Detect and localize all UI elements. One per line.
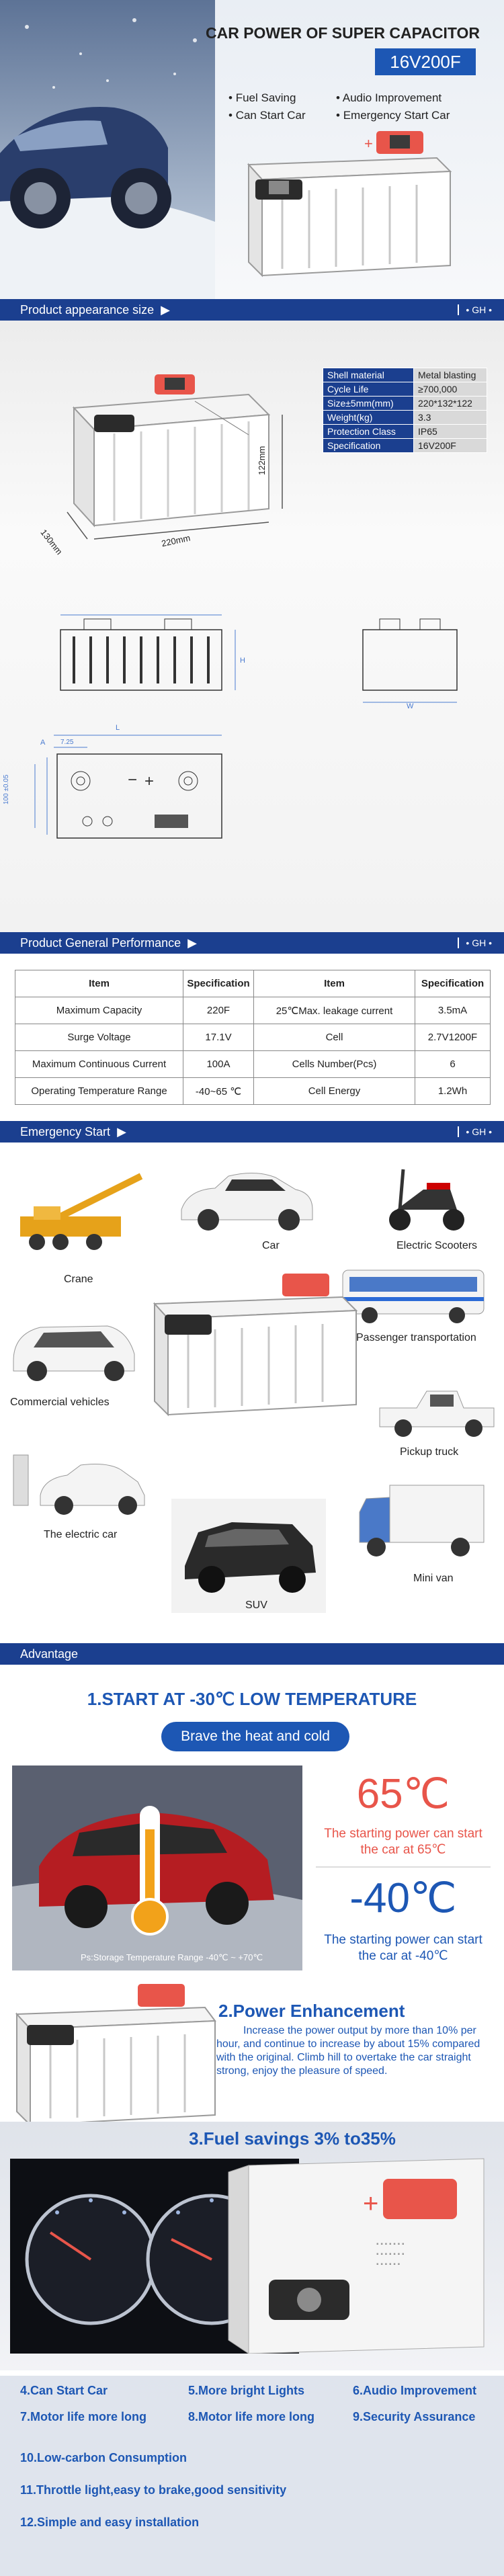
drawing-label-w: W	[407, 702, 414, 710]
advantage-2-title: 2.Power Enhancement	[218, 2001, 405, 2021]
section-title: Advantage	[20, 1647, 79, 1661]
feature-item: • Audio Improvement	[336, 91, 442, 104]
top-view-drawing	[27, 727, 242, 841]
crane-image	[7, 1169, 155, 1257]
spec-label: Weight(kg)	[323, 411, 414, 425]
feature-grid	[20, 2384, 497, 2424]
table-cell: 3.5mA	[415, 997, 491, 1024]
dim-height-label: 122mm	[257, 446, 267, 475]
pickup-truck-image	[376, 1374, 497, 1442]
feature-item: 9.Security Assurance	[353, 2410, 476, 2423]
spec-row	[323, 382, 487, 397]
drawing-label-d2: 7.25	[60, 739, 74, 746]
feature-item: • Can Start Car	[228, 109, 306, 122]
table-cell: Surge Voltage	[15, 1024, 183, 1051]
table-cell: Maximum Continuous Current	[15, 1051, 183, 1078]
advantage-3-title: 3.Fuel savings 3% to35%	[189, 2128, 396, 2149]
spec-value: ≥700,000	[414, 382, 487, 397]
feature-item: 10.Low-carbon Consumption	[20, 2451, 187, 2464]
emergency-section	[0, 1142, 504, 1643]
vehicle-label: Passenger transportation	[356, 1332, 476, 1343]
column-header: Specification	[415, 970, 491, 997]
vehicle-label: Commercial vehicles	[10, 1397, 110, 1408]
vehicle-label: Mini van	[413, 1573, 454, 1584]
scooter-image	[376, 1156, 477, 1237]
vehicle-label: Electric Scooters	[396, 1240, 478, 1251]
vehicle-label: Crane	[64, 1274, 93, 1285]
table-row	[15, 1051, 491, 1078]
svg-text:▪ ▪ ▪ ▪ ▪ ▪: ▪ ▪ ▪ ▪ ▪ ▪	[376, 2261, 401, 2268]
suv-image	[178, 1505, 319, 1599]
table-cell: Operating Temperature Range	[15, 1078, 183, 1105]
table-cell: 100A	[183, 1051, 254, 1078]
drawing-label-a: A	[40, 739, 46, 747]
spec-row	[323, 439, 487, 453]
svg-text:−: −	[128, 771, 138, 789]
snow-car-image	[0, 0, 215, 299]
spec-label: Cycle Life	[323, 382, 414, 397]
appearance-section	[0, 321, 504, 932]
table-cell: 17.1V	[183, 1024, 254, 1051]
svg-text:▪ ▪ ▪ ▪ ▪ ▪ ▪: ▪ ▪ ▪ ▪ ▪ ▪ ▪	[376, 2251, 405, 2258]
feature-item: 12.Simple and easy installation	[20, 2516, 200, 2529]
spec-label: Shell material	[323, 368, 414, 382]
advantage-section-bar	[0, 1643, 504, 1665]
spec-value: 220*132*122	[414, 397, 487, 411]
svg-text:+: +	[144, 772, 155, 790]
snow-car-thermometer-image	[12, 1765, 302, 1970]
section-title: Product General Performance	[20, 936, 181, 950]
commercial-van-image	[7, 1314, 141, 1388]
drawing-label-d: 100 ±0.05	[3, 774, 10, 804]
spec-value: 16V200F	[414, 439, 487, 453]
table-row	[15, 997, 491, 1024]
performance-section-bar	[0, 932, 504, 954]
table-cell: Maximum Capacity	[15, 997, 183, 1024]
table-cell: 2.7V1200F	[415, 1024, 491, 1051]
spec-value: IP65	[414, 425, 487, 439]
svg-text:+: +	[363, 2189, 379, 2218]
table-cell: 25℃Max. leakage current	[254, 997, 415, 1024]
capacitor-image	[235, 131, 464, 286]
performance-section	[0, 954, 504, 1106]
table-header-row	[15, 970, 491, 997]
front-view-drawing	[47, 610, 255, 710]
capacitor-power-image	[3, 1981, 218, 2135]
car-image	[175, 1163, 316, 1237]
feature-item: 6.Audio Improvement	[353, 2384, 477, 2397]
spec-row	[323, 425, 487, 439]
advantage-1-title: 1.START AT -30℃ LOW TEMPERATURE	[87, 1689, 417, 1709]
table-cell: 220F	[183, 997, 254, 1024]
spec-row	[323, 411, 487, 425]
column-header: Item	[254, 970, 415, 997]
table-cell: Cells Number(Pcs)	[254, 1051, 415, 1078]
storage-note: Ps:Storage Temperature Range -40℃ ~ +70℃	[81, 1952, 263, 1962]
spec-row	[323, 368, 487, 382]
side-view-drawing	[349, 610, 484, 710]
table-cell: Cell	[254, 1024, 415, 1051]
capacitor-dimension-drawing	[27, 347, 309, 569]
table-cell: Cell Energy	[254, 1078, 415, 1105]
feature-item: 8.Motor life more long	[188, 2410, 315, 2423]
feature-item: • Emergency Start Car	[336, 109, 450, 122]
cold-temp-text: The starting power can start the car at -40℃	[324, 1933, 482, 1963]
advantage-1-pill: Brave the heat and cold	[161, 1722, 349, 1751]
feature-item: 7.Motor life more long	[20, 2410, 147, 2423]
vehicle-label: The electric car	[44, 1529, 118, 1540]
drawing-label-l: L	[116, 724, 120, 732]
feature-item: 4.Can Start Car	[20, 2384, 108, 2397]
feature-item: • Fuel Saving	[228, 91, 296, 104]
spec-row	[323, 397, 487, 411]
hero-title: CAR POWER OF SUPER CAPACITOR	[205, 24, 480, 42]
hot-temp-value: 65℃	[356, 1771, 450, 1817]
column-header: Item	[15, 970, 183, 997]
capacitor-closeup-image	[222, 2152, 491, 2354]
column-header: Specification	[183, 970, 254, 997]
capacitor-center-image	[141, 1270, 363, 1425]
section-title: Emergency Start	[20, 1124, 111, 1138]
table-cell: 1.2Wh	[415, 1078, 491, 1105]
hot-temp-text: The starting power can start the car at 65℃	[324, 1827, 482, 1857]
advantage-section	[0, 1665, 504, 2576]
svg-text:+: +	[364, 135, 373, 152]
spec-label: Size±5mm(mm)	[323, 397, 414, 411]
brand-mark: • GH •	[458, 304, 492, 315]
feature-list	[228, 91, 484, 122]
performance-table	[15, 970, 491, 1105]
section-title: Product appearance size	[20, 302, 155, 317]
electric-car-image	[7, 1448, 148, 1522]
brand-mark: • GH •	[458, 1126, 492, 1137]
vehicle-label: Car	[262, 1240, 280, 1251]
brand-mark: • GH •	[458, 938, 492, 948]
advantage-2-text: Increase the power output by more than 10% per hour, and continue to increase by about 15% compared with the original. Climb hill to overtake the car straight strong, enjoy the pleasure of speed.	[216, 2025, 480, 2077]
triangle-right-icon: ▶	[161, 302, 170, 317]
appearance-section-bar	[0, 299, 504, 321]
cold-temp-value: -40℃	[349, 1875, 457, 1921]
feature-item: 11.Throttle light,easy to brake,good sensitivity	[20, 2483, 287, 2497]
spec-table	[323, 368, 487, 453]
feature-item: 5.More bright Lights	[188, 2384, 304, 2397]
drawing-label-h: H	[240, 657, 245, 665]
model-badge: 16V200F	[375, 48, 476, 75]
dim-length-label: 220mm	[160, 532, 192, 549]
triangle-right-icon: ▶	[117, 1124, 126, 1138]
svg-text:▪ ▪ ▪ ▪ ▪ ▪ ▪: ▪ ▪ ▪ ▪ ▪ ▪ ▪	[376, 2241, 405, 2248]
table-row	[15, 1024, 491, 1051]
hero-section	[0, 0, 504, 299]
spec-value: Metal blasting	[414, 368, 487, 382]
emergency-section-bar	[0, 1121, 504, 1142]
vehicle-label: Pickup truck	[400, 1446, 459, 1458]
mini-van-image	[353, 1479, 487, 1566]
table-cell: -40~65 ℃	[183, 1078, 254, 1105]
spec-label: Protection Class	[323, 425, 414, 439]
triangle-right-icon: ▶	[187, 936, 197, 950]
vehicle-label: SUV	[245, 1599, 267, 1611]
spec-label: Specification	[323, 439, 414, 453]
divider	[316, 1866, 491, 1868]
table-row	[15, 1078, 491, 1105]
table-cell: 6	[415, 1051, 491, 1078]
dim-width-label: 130mm	[38, 527, 65, 557]
spec-value: 3.3	[414, 411, 487, 425]
